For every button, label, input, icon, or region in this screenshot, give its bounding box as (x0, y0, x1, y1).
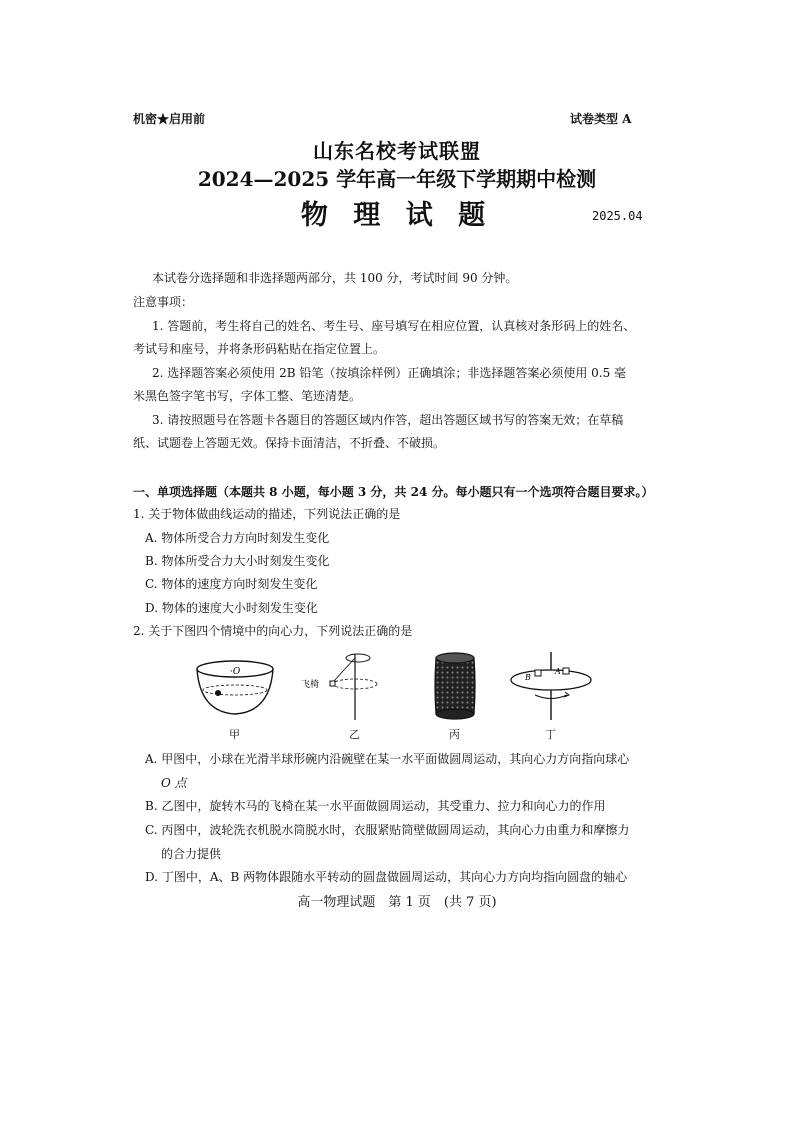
exam-union-title: 山东名校考试联盟 (313, 139, 481, 163)
q1-option-a: A. 物体所受合力方向时刻发生变化 (145, 531, 330, 545)
caption-bing: 丙 (449, 728, 460, 741)
intro-text: 本试卷分选择题和非选择题两部分，共 100 分，考试时间 90 分钟。 (152, 271, 518, 285)
notes-heading: 注意事项： (133, 295, 194, 309)
caption-jia: 甲 (229, 728, 240, 741)
page-footer: 高一物理试题 第 1 页 (共 7 页) (297, 895, 497, 910)
note-3-line-1: 3. 请按照题号在答题卡各题目的答题区域内作答，超出答题区域书写的答案无效；在草稿 (152, 413, 624, 427)
q2-option-c-line-2: 的合力提供 (161, 847, 222, 861)
q2-option-b: B. 乙图中，旋转木马的飞椅在某一水平面做圆周运动，其受重力、拉力和向心力的作用 (145, 799, 606, 813)
q1-option-c: C. 物体的速度方向时刻发生变化 (145, 577, 318, 591)
b-label: B (525, 673, 531, 682)
figure-bing-drum (430, 650, 480, 722)
q1-stem: 1. 关于物体做曲线运动的描述，下列说法正确的是 (133, 507, 401, 521)
q2-option-a-line-1: A. 甲图中，小球在光滑半球形碗内沿碗壁在某一水平面做圆周运动，其向心力方向指向球心 (145, 752, 630, 766)
figure-yi-flying-chair (295, 650, 405, 722)
note-2-line-1: 2. 选择题答案必须使用 2B 铅笔（按填涂样例）正确填涂；非选择题答案必须使用 0.5 毫 (152, 366, 627, 380)
q2-stem: 2. 关于下图四个情境中的向心力，下列说法正确的是 (133, 624, 413, 638)
figure-ding-disk (505, 650, 595, 722)
note-1-line-1: 1. 答题前，考生将自己的姓名、考生号、座号填写在相应位置，认真核对条形码上的姓名、 (152, 319, 636, 333)
section-1-heading: 一、单项选择题（本题共 8 小题，每小题 3 分，共 24 分。每小题只有一个选项符合题目要求。） (133, 485, 654, 499)
q1-option-b: B. 物体所受合力大小时刻发生变化 (145, 554, 330, 568)
confidential-label: 机密★启用前 (133, 112, 206, 126)
paper-type-label: 试卷类型 A (570, 112, 632, 126)
figure-jia-bowl (190, 650, 280, 720)
note-3-line-2: 纸、试题卷上答题无效。保持卡面清洁，不折叠、不破损。 (133, 436, 446, 450)
q1-option-d: D. 物体的速度大小时刻发生变化 (145, 601, 318, 615)
note-1-line-2: 考试号和座号，并将条形码粘贴在指定位置上。 (133, 342, 386, 356)
a-label: A (555, 667, 561, 676)
q2-option-a-line-2: O 点 (161, 776, 187, 790)
caption-yi: 乙 (349, 728, 360, 741)
subject-title: 物 理 试 题 (300, 200, 494, 231)
q2-option-d: D. 丁图中，A、B 两物体跟随水平转动的圆盘做圆周运动，其向心力方向均指向圆盘的轴心 (145, 870, 628, 884)
exam-term-title: 2024—2025 学年高一年级下学期期中检测 (197, 167, 597, 191)
flying-chair-label: 飞椅 (301, 680, 320, 690)
note-2-line-2: 米黑色签字笔书写，字体工整、笔迹清楚。 (133, 389, 362, 403)
o-point-label: ·O (230, 667, 241, 677)
exam-date: 2025.04 (592, 209, 643, 223)
q2-option-c-line-1: C. 丙图中，波轮洗衣机脱水筒脱水时，衣服紧贴筒壁做圆周运动，其向心力由重力和摩擦力 (145, 823, 630, 837)
caption-ding: 丁 (545, 728, 556, 741)
